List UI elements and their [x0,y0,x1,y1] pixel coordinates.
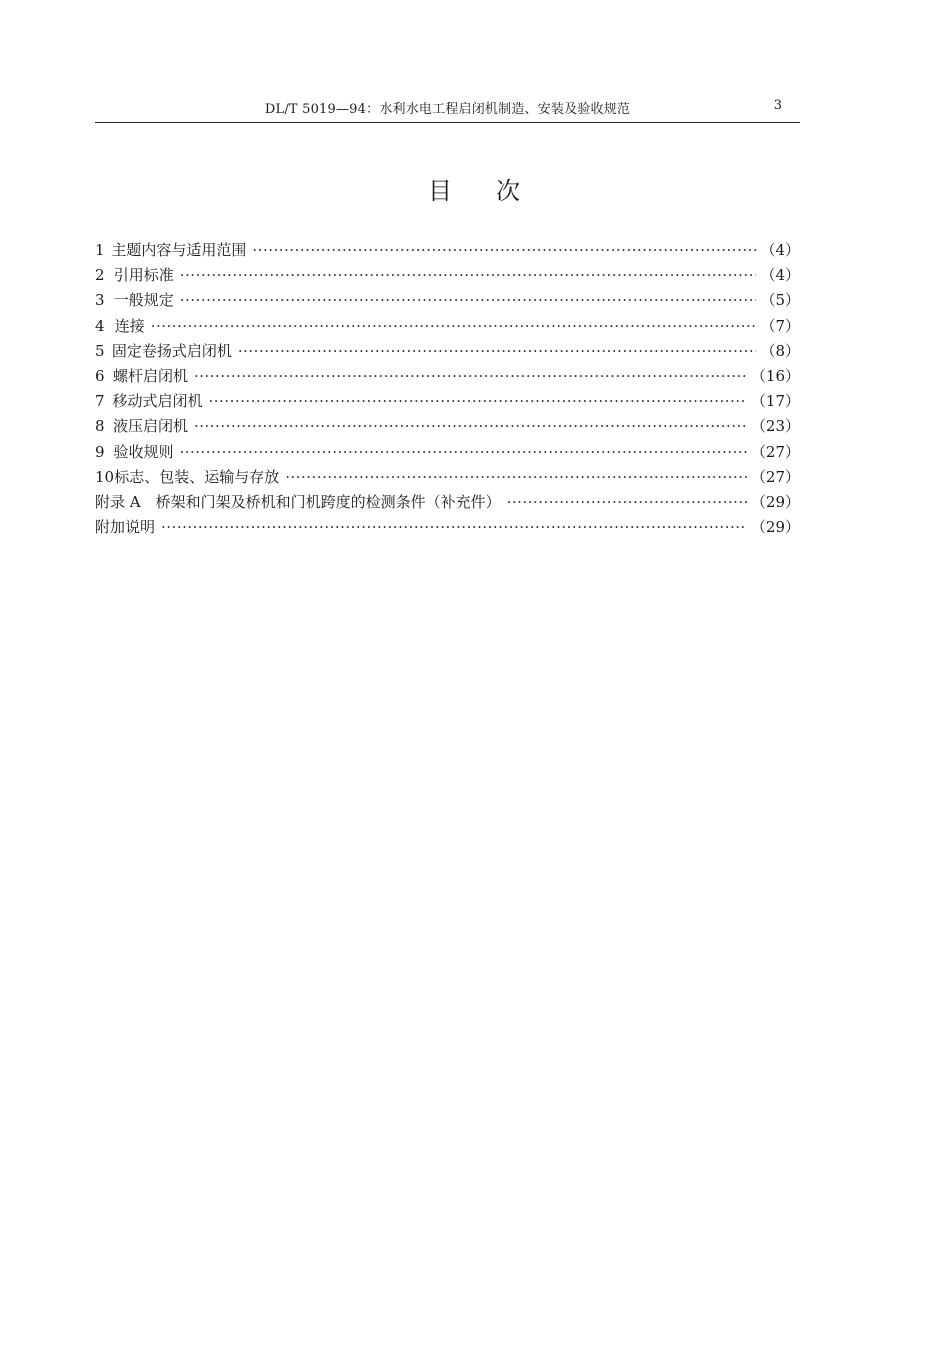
toc-entry-page: （4） [760,241,800,259]
toc-entry-page: （29） [750,492,800,511]
toc-entry-number: 1 [95,241,105,259]
toc-entry-number: 2 [95,266,105,285]
toc-leader-dots [209,391,747,411]
toc-heading-right: 次 [496,177,522,205]
toc-leader-dots [194,366,747,386]
toc-entry-label: 标志、包装、运输与存放 [114,467,280,486]
toc-entry-page: （29） [750,518,800,537]
toc-entry-label: 液压启闭机 [112,417,188,436]
toc-leader-dots [194,416,747,436]
toc-entry-label: 移动式启闭机 [112,392,203,411]
toc-entry-label: 一般规定 [113,291,174,310]
toc-entry[interactable] [95,391,800,416]
toc-entry-page: （27） [750,467,800,486]
toc-entry-label: 螺杆启闭机 [112,366,188,385]
toc-entry-supplementary[interactable] [95,517,800,542]
toc-entry-page: （7） [760,316,800,335]
toc-entry-label: 固定卷扬式启闭机 [111,341,232,360]
toc-entry-number: 5 [95,341,105,360]
toc-entry-label: 连接 [114,316,145,335]
toc-leader-dots [238,341,757,361]
toc-entry-number: 6 [95,366,105,385]
toc-entry-number: 10 [95,467,115,486]
header-page-number: 3 [773,98,782,113]
toc-entry-label: 验收规则 [113,442,174,461]
toc-entry-page: （27） [750,442,800,461]
toc-entry[interactable] [95,265,800,290]
toc-entry[interactable] [95,442,800,467]
toc-entry-appendix[interactable] [95,492,800,517]
toc-heading [0,171,950,206]
toc-entry-number: 9 [95,442,105,461]
toc-leader-dots [285,467,747,487]
table-of-contents [95,240,800,542]
toc-entry[interactable] [95,316,800,341]
toc-leader-dots [180,265,757,285]
toc-heading-left: 目 [428,177,454,205]
toc-leader-dots [507,492,747,512]
running-header [95,96,800,123]
toc-entry[interactable] [95,366,800,391]
toc-entry-label: 引用标准 [113,266,174,285]
toc-entry[interactable] [95,290,800,315]
toc-entry-page: （16） [750,366,800,385]
toc-entry[interactable] [95,240,800,265]
toc-entry-number: 8 [95,417,105,436]
toc-entry[interactable] [95,341,800,366]
toc-entry-label: 主题内容与适用范围 [111,241,247,259]
toc-entry-page: （17） [750,392,800,411]
toc-entry-page: （8） [760,341,800,360]
toc-leader-dots [161,517,747,537]
toc-entry-page: （5） [760,291,800,310]
toc-leader-dots [179,442,746,462]
toc-entry-number: 7 [95,392,105,411]
toc-leader-dots [151,316,757,336]
toc-entry[interactable] [95,416,800,441]
header-title: DL/T 5019—94：水利水电工程启闭机制造、安装及验收规范 [264,102,631,117]
toc-leader-dots [252,240,756,260]
toc-entry-label: 附加说明 [95,518,156,537]
toc-entry-number: 4 [95,316,105,335]
toc-entry[interactable] [95,467,800,492]
toc-entry-page: （23） [750,417,800,436]
toc-entry-label: 附录 A 桥架和门架及桥机和门机跨度的检测条件（补充件） [95,492,501,511]
toc-leader-dots [180,290,757,310]
toc-entry-page: （4） [760,266,800,285]
toc-entry-number: 3 [95,291,105,310]
